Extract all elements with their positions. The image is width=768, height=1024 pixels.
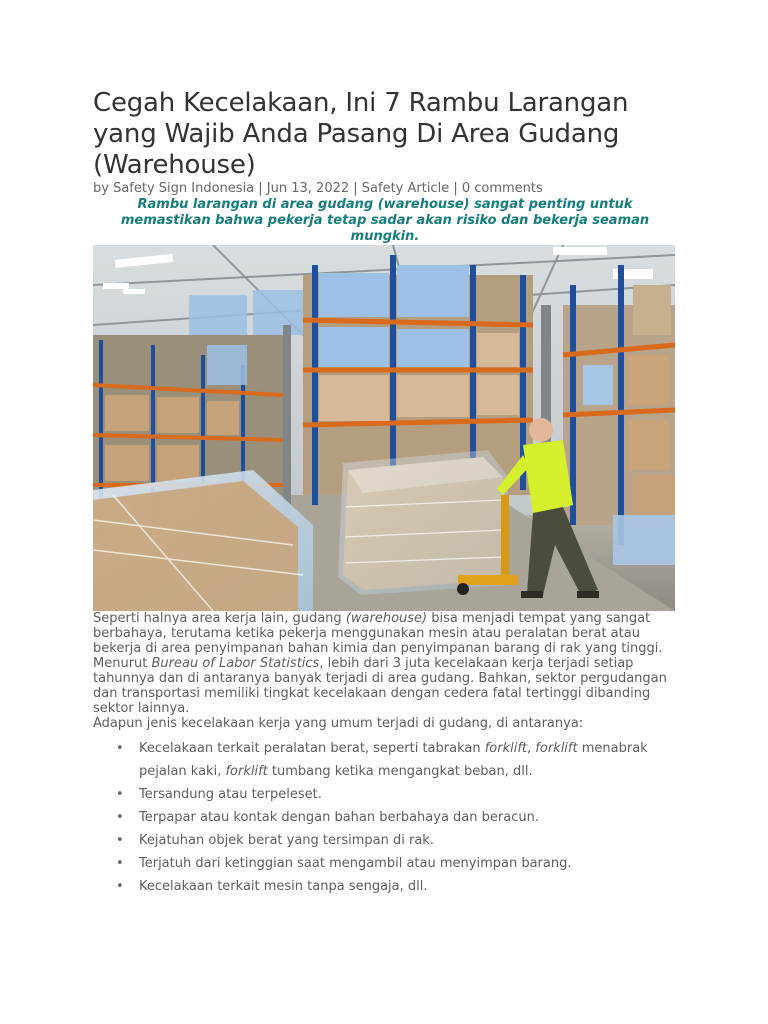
- paragraph-statistics: Menurut Bureau of Labor Statistics, lebih dari 3 juta kecelakaan kerja terjadi setiap tahunnya dan di antaranya banyak terjadi di area gudang. Bahkan, sektor pergudangan dan transportasi memiliki tingkat kecelakaan dengan cedera fatal tertinggi dibanding sektor lainnya.: [93, 656, 667, 716]
- article: [93, 88, 677, 898]
- list-item: • Kejatuhan objek berat yang tersimpan di rak.: [139, 829, 677, 852]
- accident-list: [93, 737, 677, 898]
- list-item: • Terpapar atau kontak dengan bahan berbahaya dan beracun.: [139, 806, 677, 829]
- paragraph-list-intro: Adapun jenis kecelakaan kerja yang umum terjadi di gudang, di antaranya:: [93, 716, 584, 731]
- article-lead: Rambu larangan di area gudang (warehouse) sangat penting untuk memastikan bahwa pekerja tetap sadar akan risiko dan bekerja seaman mungkin.: [120, 197, 650, 244]
- article-meta: by Safety Sign Indonesia | Jun 13, 2022 | Safety Article | 0 comments: [93, 181, 543, 196]
- list-item: • Kecelakaan terkait peralatan berat, seperti tabrakan forklift, forklift menabrak pejalan kaki, forklift tumbang ketika mengangkat beban, dll.: [139, 737, 677, 783]
- list-item: • Kecelakaan terkait mesin tanpa sengaja, dll.: [139, 875, 677, 898]
- article-title: Cegah Kecelakaan, Ini 7 Rambu Larangan yang Wajib Anda Pasang Di Area Gudang (Warehouse): [93, 88, 629, 180]
- paragraph-intro: Seperti halnya area kerja lain, gudang (warehouse) bisa menjadi tempat yang sangat berbahaya, terutama ketika pekerja menggunakan mesin atau peralatan berat atau bekerja di area penyimpanan bahan kimia dan penyimpanan barang di rak yang tinggi.: [93, 611, 663, 656]
- warehouse-photo: [93, 245, 675, 611]
- list-item: • Tersandung atau terpeleset.: [139, 783, 677, 806]
- list-item: • Terjatuh dari ketinggian saat mengambil atau menyimpan barang.: [139, 852, 677, 875]
